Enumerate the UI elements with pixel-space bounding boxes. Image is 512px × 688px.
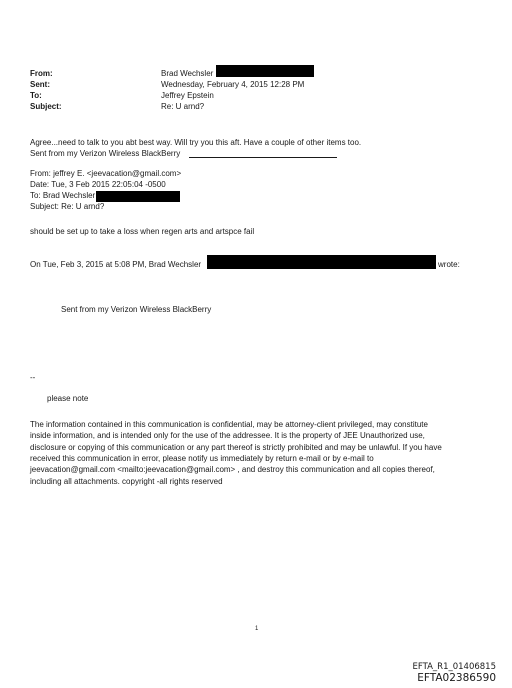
notice-line-2: inside information, and is intended only for the use of the addressee. It is the property of JEE Unauthorized use, bbox=[30, 431, 425, 441]
from-label: From: bbox=[30, 69, 53, 78]
redaction-earlier-email bbox=[207, 255, 436, 269]
notice-line-1: The information contained in this communication is confidential, may be attorney-client privileged, may constitute bbox=[30, 420, 428, 429]
sent-label: Sent: bbox=[30, 80, 50, 89]
bates-ref-2: EFTA02386590 bbox=[417, 672, 496, 684]
earlier-signature: Sent from my Verizon Wireless BlackBerry bbox=[61, 305, 212, 314]
signature-rule bbox=[189, 157, 337, 158]
notice-line-4: received this communication in error, please notify us immediately by return e-mail or by e-mail to bbox=[30, 453, 374, 463]
notice-line-6: including all attachments. copyright -all rights reserved bbox=[30, 476, 223, 486]
reply-signature: Sent from my Verizon Wireless BlackBerry bbox=[30, 149, 181, 158]
signature-separator: -- bbox=[30, 373, 36, 382]
to-label: To: bbox=[30, 91, 42, 100]
redaction-from-email bbox=[216, 65, 314, 77]
quoted-to: To: Brad Wechsler bbox=[30, 191, 96, 200]
subject-label: Subject: bbox=[30, 102, 62, 111]
earlier-intro: On Tue, Feb 3, 2015 at 5:08 PM, Brad Wechsler bbox=[30, 260, 202, 269]
earlier-wrote: wrote: bbox=[438, 260, 460, 269]
notice-line-5: jeevacation@gmail.com <mailto:jeevacation@gmail.com> , and destroy this communication and all copies thereof, bbox=[30, 465, 435, 475]
sent-value: Wednesday, February 4, 2015 12:28 PM bbox=[161, 80, 305, 89]
redaction-quoted-to bbox=[96, 191, 180, 202]
page-number: 1 bbox=[255, 626, 259, 632]
bates-ref-1: EFTA_R1_01406815 bbox=[412, 662, 496, 672]
quoted-date: Date: Tue, 3 Feb 2015 22:05:04 -0500 bbox=[30, 180, 166, 189]
to-value: Jeffrey Epstein bbox=[161, 91, 214, 100]
quoted-from: From: jeffrey E. <jeevacation@gmail.com> bbox=[30, 169, 182, 178]
subject-value: Re: U arnd? bbox=[161, 102, 205, 111]
quoted-subject: Subject: Re: U arnd? bbox=[30, 202, 105, 211]
from-value: Brad Wechsler bbox=[161, 69, 214, 78]
notice-title: please note bbox=[47, 394, 89, 403]
quoted-body: should be set up to take a loss when regen arts and artspce fail bbox=[30, 227, 255, 236]
reply-line-1: Agree...need to talk to you abt best way. Will try you this aft. Have a couple of other items too. bbox=[30, 138, 362, 147]
notice-line-3: disclosure or copying of this communication or any part thereof is strictly prohibited and may be unlawful. If you have bbox=[30, 442, 442, 452]
